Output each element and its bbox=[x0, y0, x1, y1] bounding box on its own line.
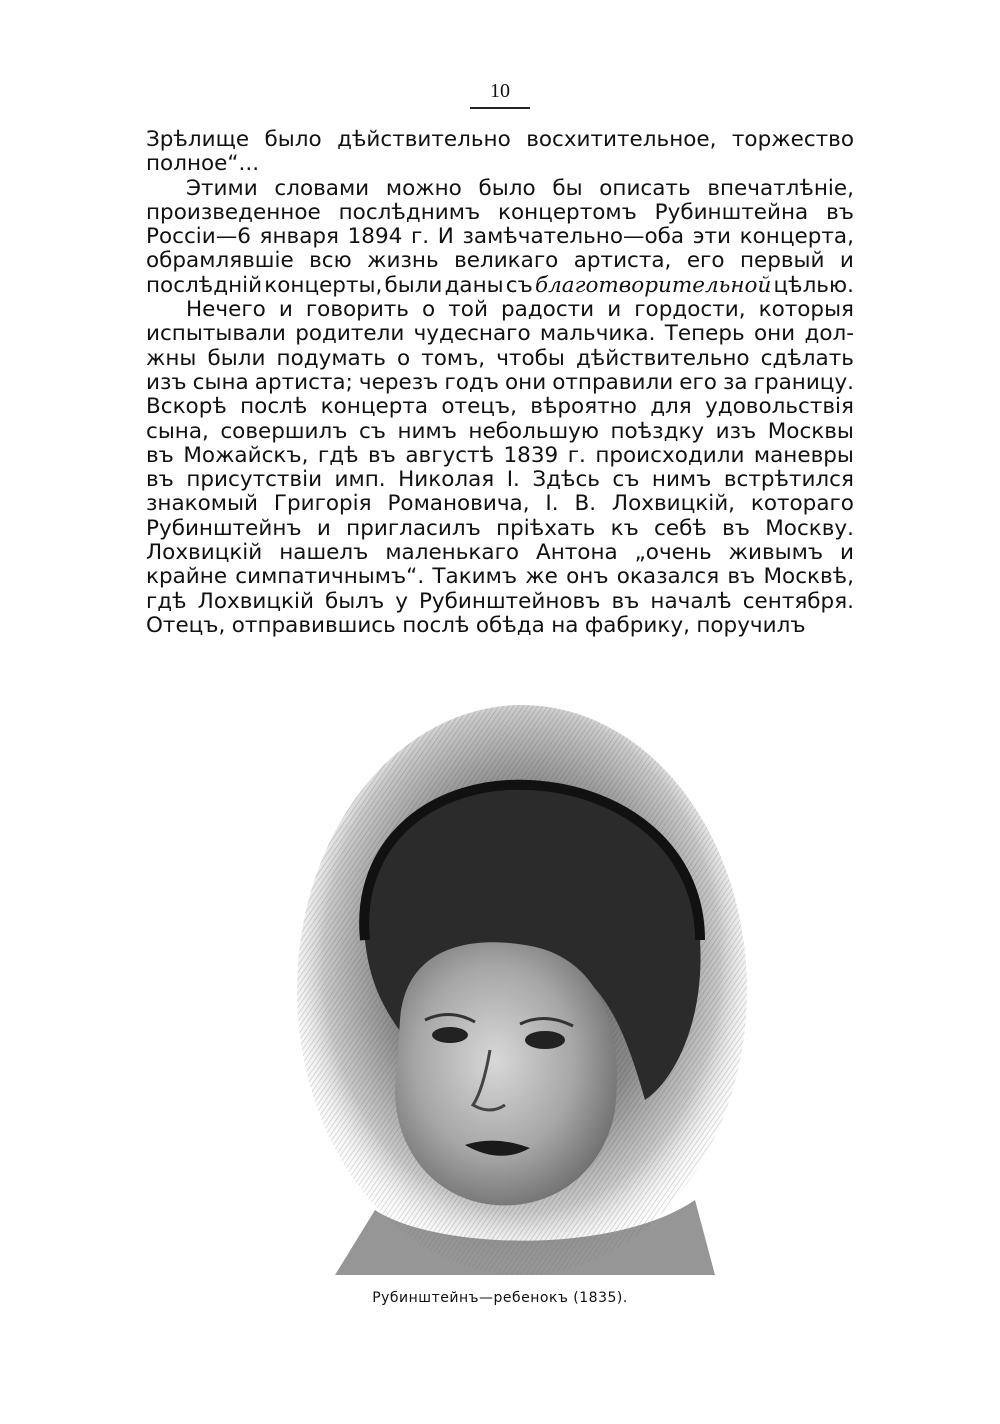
word: Антона bbox=[536, 540, 618, 566]
word: изъ bbox=[715, 418, 757, 444]
word: крайне bbox=[146, 564, 228, 590]
page-number: 10 bbox=[470, 80, 530, 109]
word: радости bbox=[500, 297, 595, 323]
word: было bbox=[478, 175, 536, 201]
word: въ bbox=[826, 199, 854, 225]
word: встрѣтился bbox=[723, 467, 854, 493]
text-line bbox=[146, 347, 854, 371]
word: томъ, bbox=[421, 345, 486, 371]
word: августѣ bbox=[405, 442, 495, 468]
text-line bbox=[146, 395, 854, 419]
word: маленькаго bbox=[385, 540, 520, 566]
word: Теперь bbox=[664, 321, 745, 347]
word: концертомъ bbox=[497, 199, 637, 225]
word: Отецъ, bbox=[146, 612, 226, 638]
word: удовольствія bbox=[705, 394, 854, 420]
word: въ bbox=[727, 564, 756, 590]
word: Этими bbox=[186, 175, 258, 201]
word: въ bbox=[146, 442, 174, 468]
word: жны bbox=[146, 345, 197, 371]
word: можно bbox=[385, 175, 462, 201]
text-line bbox=[146, 249, 854, 273]
text-line bbox=[146, 492, 854, 516]
word: Москвы bbox=[767, 418, 854, 444]
word: даны bbox=[444, 272, 504, 298]
word: оказался bbox=[616, 564, 720, 590]
text-line bbox=[146, 128, 854, 152]
word: Романовича, bbox=[387, 491, 530, 517]
word: гдѣ bbox=[317, 442, 359, 468]
word: и bbox=[316, 515, 331, 541]
word: Лохвицкій bbox=[197, 588, 314, 614]
word: маневры bbox=[753, 442, 854, 468]
word: нимъ bbox=[651, 467, 712, 493]
word: родители bbox=[295, 321, 405, 347]
word: пріѣхать bbox=[496, 515, 596, 541]
word: концерты, bbox=[264, 272, 383, 298]
word: обрамлявшіе bbox=[146, 248, 294, 274]
word: испытывали bbox=[146, 321, 286, 347]
word: совершилъ bbox=[220, 418, 348, 444]
word: подумать bbox=[276, 345, 386, 371]
word: концерта bbox=[320, 394, 429, 420]
text-line bbox=[146, 517, 854, 541]
text-line bbox=[146, 298, 854, 322]
word: сына bbox=[192, 369, 249, 395]
word: чудеснаго bbox=[413, 321, 531, 347]
word: Вскорѣ bbox=[146, 394, 227, 420]
word: Москву. bbox=[765, 515, 854, 541]
word: замѣчательно—оба bbox=[462, 224, 685, 250]
word: за bbox=[722, 369, 748, 395]
text-line bbox=[146, 444, 854, 468]
word: и bbox=[839, 248, 854, 274]
word: Рубинштейнъ bbox=[146, 515, 302, 541]
text-line bbox=[146, 468, 854, 492]
word: было bbox=[264, 127, 322, 152]
word: послѣдній bbox=[146, 272, 263, 298]
word: же bbox=[525, 564, 558, 590]
word: дѣйствительно bbox=[337, 127, 511, 152]
text-line bbox=[146, 565, 854, 589]
word: сдѣлать bbox=[760, 345, 854, 371]
word: и bbox=[607, 297, 622, 323]
word: Россіи—6 bbox=[146, 224, 251, 250]
word: присутствіи bbox=[186, 467, 323, 493]
word: имп. bbox=[334, 467, 386, 493]
word: Нечего bbox=[186, 297, 266, 323]
word: онъ bbox=[566, 564, 609, 590]
word: они bbox=[505, 369, 547, 395]
text-line bbox=[146, 225, 854, 249]
word: мальчика. bbox=[539, 321, 656, 347]
word: были bbox=[207, 345, 266, 371]
word: Зрѣлище bbox=[146, 127, 250, 152]
word: января bbox=[259, 224, 339, 250]
word: Рубинштейна bbox=[654, 199, 809, 225]
word: жизнь bbox=[367, 248, 439, 274]
word: живымъ bbox=[728, 540, 824, 566]
word: торжество bbox=[731, 127, 854, 152]
word: границу. bbox=[753, 369, 854, 395]
word: эти bbox=[692, 224, 732, 250]
word: знакомый bbox=[146, 491, 258, 517]
word: дѣйствительно bbox=[575, 345, 750, 371]
portrait-illustration bbox=[295, 690, 750, 1275]
word: полное“... bbox=[146, 151, 260, 177]
word: бы bbox=[552, 175, 583, 201]
word: черезъ bbox=[358, 369, 439, 395]
word: великаго bbox=[454, 248, 559, 274]
word: они bbox=[753, 321, 796, 347]
word: „очень bbox=[634, 540, 712, 566]
word: нимъ bbox=[397, 418, 457, 444]
word: впечатлѣніе, bbox=[707, 175, 854, 201]
word: В. bbox=[574, 491, 597, 517]
word: описать bbox=[599, 175, 691, 201]
word: къ bbox=[610, 515, 639, 541]
word: обѣда bbox=[475, 612, 545, 638]
word: у bbox=[395, 588, 408, 614]
text-line bbox=[146, 590, 854, 614]
word: небольшую bbox=[468, 418, 599, 444]
word: И bbox=[437, 224, 454, 250]
word: которыя bbox=[758, 297, 854, 323]
word: сентября. bbox=[742, 588, 854, 614]
word: нашелъ bbox=[279, 540, 369, 566]
word: произведенное bbox=[146, 199, 321, 225]
word: пригласилъ bbox=[346, 515, 481, 541]
word: и bbox=[278, 297, 293, 323]
word: послѣднимъ bbox=[338, 199, 481, 225]
word: Рубинштейновъ bbox=[418, 588, 601, 614]
word: сына, bbox=[146, 418, 209, 444]
word: были bbox=[384, 272, 443, 298]
word: о bbox=[396, 345, 411, 371]
word: Лохвицкій, bbox=[611, 491, 735, 517]
word: происходили bbox=[595, 442, 745, 468]
word: послѣ bbox=[402, 612, 470, 638]
word: съ bbox=[358, 418, 386, 444]
word: Такимъ bbox=[432, 564, 518, 590]
word: I. bbox=[506, 467, 520, 493]
word: Можайскъ, bbox=[183, 442, 309, 468]
word: концерта, bbox=[739, 224, 854, 250]
text-line bbox=[146, 322, 854, 346]
word: артиста; bbox=[254, 369, 353, 395]
body-text bbox=[146, 128, 854, 638]
text-line bbox=[146, 177, 854, 201]
word: поручилъ bbox=[696, 612, 806, 638]
text-line bbox=[146, 420, 854, 444]
word: Николая bbox=[398, 467, 495, 493]
word: его bbox=[679, 369, 717, 395]
word: 1839 bbox=[503, 442, 559, 468]
word: въ bbox=[368, 442, 396, 468]
word: послѣ bbox=[240, 394, 308, 420]
word: словами bbox=[274, 175, 370, 201]
word: восхитительное, bbox=[526, 127, 717, 152]
word: въ bbox=[146, 467, 174, 493]
text-line bbox=[146, 541, 854, 565]
word: говорить bbox=[305, 297, 409, 323]
word: на bbox=[551, 612, 579, 638]
text-line bbox=[146, 614, 854, 638]
word: вѣроятно bbox=[530, 394, 637, 420]
word: въ bbox=[722, 515, 750, 541]
word: Лохвицкій bbox=[146, 540, 263, 566]
word: г. bbox=[410, 224, 430, 250]
word: въ bbox=[611, 588, 640, 614]
word: отправили bbox=[552, 369, 674, 395]
word: г. bbox=[567, 442, 586, 468]
word: цѣлью. bbox=[773, 272, 854, 298]
text-line bbox=[146, 201, 854, 225]
word: о bbox=[422, 297, 436, 323]
word: былъ bbox=[324, 588, 385, 614]
word: для bbox=[650, 394, 692, 420]
word: котораго bbox=[750, 491, 854, 517]
word: артиста, bbox=[573, 248, 672, 274]
text-line bbox=[146, 371, 854, 395]
word: благотворительной bbox=[534, 272, 772, 298]
word: той bbox=[448, 297, 488, 323]
word: 1894 bbox=[347, 224, 403, 250]
text-line bbox=[146, 274, 854, 298]
word: и bbox=[840, 540, 854, 566]
word: гдѣ bbox=[146, 588, 187, 614]
word: симпатичнымъ“. bbox=[235, 564, 425, 590]
word: поѣздку bbox=[610, 418, 705, 444]
word: Здѣсь bbox=[532, 467, 600, 493]
word: съ bbox=[505, 272, 533, 298]
word: годъ bbox=[444, 369, 499, 395]
word: отправившись bbox=[231, 612, 396, 638]
word: первый bbox=[739, 248, 825, 274]
word: фабрику, bbox=[584, 612, 690, 638]
word: Григорія bbox=[273, 491, 372, 517]
word: гордости, bbox=[634, 297, 746, 323]
word: I. bbox=[545, 491, 559, 517]
word: отецъ, bbox=[441, 394, 517, 420]
figure-caption: Рубинштейнъ—ребенокъ (1835). bbox=[372, 1290, 628, 1306]
word: началѣ bbox=[650, 588, 732, 614]
word: съ bbox=[612, 467, 640, 493]
word: себѣ bbox=[654, 515, 707, 541]
word: Москвѣ, bbox=[763, 564, 854, 590]
word: всю bbox=[309, 248, 352, 274]
text-line bbox=[146, 152, 854, 176]
word: изъ bbox=[146, 369, 187, 395]
word: чтобы bbox=[496, 345, 565, 371]
word: дол- bbox=[804, 321, 854, 347]
word: его bbox=[686, 248, 725, 274]
